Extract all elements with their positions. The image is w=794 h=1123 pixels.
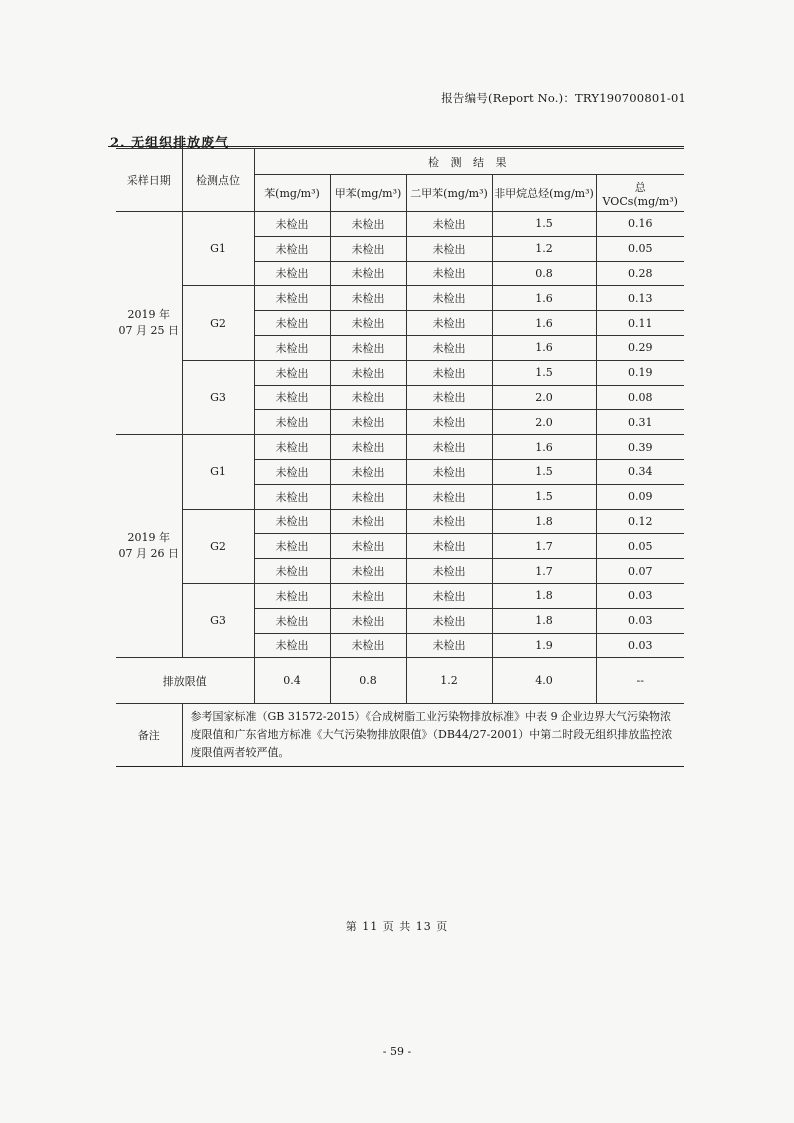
toluene-value: 未检出 bbox=[330, 286, 406, 311]
toluene-value: 未检出 bbox=[330, 212, 406, 237]
limit-value: 4.0 bbox=[492, 658, 596, 704]
nmhc-value: 2.0 bbox=[492, 385, 596, 410]
benzene-value: 未检出 bbox=[254, 459, 330, 484]
table-row bbox=[116, 509, 684, 534]
nmhc-value: 1.2 bbox=[492, 236, 596, 261]
benzene-value: 未检出 bbox=[254, 435, 330, 460]
monitoring-point: G3 bbox=[182, 360, 254, 434]
toluene-value: 未检出 bbox=[330, 335, 406, 360]
header-xylene: 二甲苯(mg/m³) bbox=[406, 175, 492, 212]
header-point: 检测点位 bbox=[182, 149, 254, 212]
xylene-value: 未检出 bbox=[406, 360, 492, 385]
nmhc-value: 0.8 bbox=[492, 261, 596, 286]
vocs-value: 0.11 bbox=[596, 311, 684, 336]
xylene-value: 未检出 bbox=[406, 633, 492, 658]
top-rule bbox=[108, 146, 684, 147]
xylene-value: 未检出 bbox=[406, 484, 492, 509]
vocs-value: 0.03 bbox=[596, 608, 684, 633]
toluene-value: 未检出 bbox=[330, 608, 406, 633]
vocs-value: 0.13 bbox=[596, 286, 684, 311]
monitoring-point: G1 bbox=[182, 435, 254, 509]
limit-row bbox=[116, 658, 684, 704]
vocs-value: 0.08 bbox=[596, 385, 684, 410]
header-nmhc: 非甲烷总烃(mg/m³) bbox=[492, 175, 596, 212]
vocs-value: 0.03 bbox=[596, 583, 684, 608]
nmhc-value: 1.6 bbox=[492, 286, 596, 311]
xylene-value: 未检出 bbox=[406, 459, 492, 484]
vocs-value: 0.29 bbox=[596, 335, 684, 360]
header-date: 采样日期 bbox=[116, 149, 182, 212]
benzene-value: 未检出 bbox=[254, 608, 330, 633]
nmhc-value: 1.6 bbox=[492, 311, 596, 336]
xylene-value: 未检出 bbox=[406, 335, 492, 360]
toluene-value: 未检出 bbox=[330, 583, 406, 608]
toluene-value: 未检出 bbox=[330, 410, 406, 435]
vocs-value: 0.03 bbox=[596, 633, 684, 658]
limit-value: 1.2 bbox=[406, 658, 492, 704]
benzene-value: 未检出 bbox=[254, 534, 330, 559]
benzene-value: 未检出 bbox=[254, 311, 330, 336]
limit-label: 排放限值 bbox=[116, 658, 254, 704]
benzene-value: 未检出 bbox=[254, 335, 330, 360]
vocs-value: 0.39 bbox=[596, 435, 684, 460]
xylene-value: 未检出 bbox=[406, 559, 492, 584]
toluene-value: 未检出 bbox=[330, 261, 406, 286]
table-row bbox=[116, 360, 684, 385]
benzene-value: 未检出 bbox=[254, 236, 330, 261]
nmhc-value: 2.0 bbox=[492, 410, 596, 435]
toluene-value: 未检出 bbox=[330, 509, 406, 534]
benzene-value: 未检出 bbox=[254, 360, 330, 385]
xylene-value: 未检出 bbox=[406, 608, 492, 633]
header-row-1 bbox=[116, 149, 684, 175]
toluene-value: 未检出 bbox=[330, 459, 406, 484]
monitoring-point: G2 bbox=[182, 286, 254, 360]
xylene-value: 未检出 bbox=[406, 212, 492, 237]
sampling-date: 2019 年 07 月 26 日 bbox=[116, 435, 182, 658]
nmhc-value: 1.5 bbox=[492, 360, 596, 385]
page-number: 第 11 页 共 13 页 bbox=[345, 920, 449, 933]
benzene-value: 未检出 bbox=[254, 385, 330, 410]
vocs-value: 0.05 bbox=[596, 236, 684, 261]
note-row bbox=[116, 704, 684, 767]
limit-value: 0.8 bbox=[330, 658, 406, 704]
benzene-value: 未检出 bbox=[254, 583, 330, 608]
table-row bbox=[116, 583, 684, 608]
xylene-value: 未检出 bbox=[406, 261, 492, 286]
note-text: 参考国家标准（GB 31572-2015）《合成树脂工业污染物排放标准》中表 9 企业边界大气污染物浓度限值和广东省地方标准《大气污染物排放限值》（DB44/27-2001）中第二时段无组织排放监控浓度限值两者较严值。 bbox=[182, 704, 684, 767]
header-toluene: 甲苯(mg/m³) bbox=[330, 175, 406, 212]
benzene-value: 未检出 bbox=[254, 212, 330, 237]
nmhc-value: 1.8 bbox=[492, 509, 596, 534]
vocs-value: 0.28 bbox=[596, 261, 684, 286]
monitoring-point: G3 bbox=[182, 583, 254, 657]
sheet-number: - 59 - bbox=[382, 1045, 412, 1058]
limit-value: -- bbox=[596, 658, 684, 704]
nmhc-value: 1.8 bbox=[492, 583, 596, 608]
benzene-value: 未检出 bbox=[254, 484, 330, 509]
results-table bbox=[116, 148, 684, 767]
vocs-value: 0.16 bbox=[596, 212, 684, 237]
benzene-value: 未检出 bbox=[254, 286, 330, 311]
vocs-value: 0.34 bbox=[596, 459, 684, 484]
toluene-value: 未检出 bbox=[330, 236, 406, 261]
toluene-value: 未检出 bbox=[330, 633, 406, 658]
nmhc-value: 1.5 bbox=[492, 484, 596, 509]
xylene-value: 未检出 bbox=[406, 236, 492, 261]
xylene-value: 未检出 bbox=[406, 286, 492, 311]
sampling-date: 2019 年 07 月 25 日 bbox=[116, 212, 182, 435]
table-row bbox=[116, 212, 684, 237]
monitoring-point: G1 bbox=[182, 212, 254, 286]
xylene-value: 未检出 bbox=[406, 311, 492, 336]
benzene-value: 未检出 bbox=[254, 509, 330, 534]
vocs-value: 0.19 bbox=[596, 360, 684, 385]
note-label: 备注 bbox=[116, 704, 182, 767]
toluene-value: 未检出 bbox=[330, 534, 406, 559]
toluene-value: 未检出 bbox=[330, 360, 406, 385]
xylene-value: 未检出 bbox=[406, 509, 492, 534]
vocs-value: 0.05 bbox=[596, 534, 684, 559]
nmhc-value: 1.7 bbox=[492, 559, 596, 584]
toluene-value: 未检出 bbox=[330, 435, 406, 460]
vocs-value: 0.09 bbox=[596, 484, 684, 509]
table-row bbox=[116, 435, 684, 460]
header-vocs: 总 VOCs(mg/m³) bbox=[596, 175, 684, 212]
report-number: 报告编号(Report No.)：TRY190700801-01 bbox=[441, 91, 686, 105]
vocs-value: 0.12 bbox=[596, 509, 684, 534]
toluene-value: 未检出 bbox=[330, 559, 406, 584]
nmhc-value: 1.7 bbox=[492, 534, 596, 559]
nmhc-value: 1.6 bbox=[492, 335, 596, 360]
table-row bbox=[116, 286, 684, 311]
nmhc-value: 1.5 bbox=[492, 459, 596, 484]
toluene-value: 未检出 bbox=[330, 311, 406, 336]
benzene-value: 未检出 bbox=[254, 559, 330, 584]
xylene-value: 未检出 bbox=[406, 583, 492, 608]
xylene-value: 未检出 bbox=[406, 410, 492, 435]
vocs-value: 0.07 bbox=[596, 559, 684, 584]
xylene-value: 未检出 bbox=[406, 534, 492, 559]
toluene-value: 未检出 bbox=[330, 484, 406, 509]
nmhc-value: 1.8 bbox=[492, 608, 596, 633]
section-title: 2. 无组织排放废气 bbox=[110, 136, 230, 151]
monitoring-point: G2 bbox=[182, 509, 254, 583]
nmhc-value: 1.5 bbox=[492, 212, 596, 237]
header-results: 检 测 结 果 bbox=[254, 149, 684, 175]
nmhc-value: 1.9 bbox=[492, 633, 596, 658]
limit-value: 0.4 bbox=[254, 658, 330, 704]
toluene-value: 未检出 bbox=[330, 385, 406, 410]
benzene-value: 未检出 bbox=[254, 261, 330, 286]
xylene-value: 未检出 bbox=[406, 385, 492, 410]
vocs-value: 0.31 bbox=[596, 410, 684, 435]
nmhc-value: 1.6 bbox=[492, 435, 596, 460]
benzene-value: 未检出 bbox=[254, 633, 330, 658]
xylene-value: 未检出 bbox=[406, 435, 492, 460]
benzene-value: 未检出 bbox=[254, 410, 330, 435]
header-benzene: 苯(mg/m³) bbox=[254, 175, 330, 212]
